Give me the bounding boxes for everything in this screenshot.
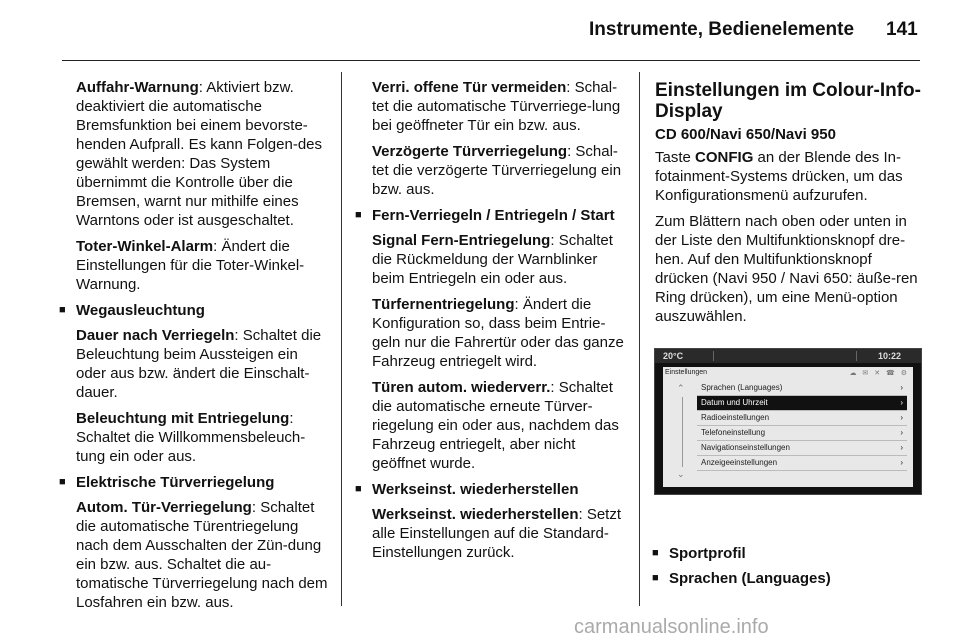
bullet-wegausleuchtung: ■ Wegausleuchtung — [62, 301, 328, 320]
bullet-sprachen: ■ Sprachen (Languages) — [655, 569, 921, 588]
bullet-fern: ■ Fern-Verriegeln / Entriegeln / Start — [358, 206, 624, 225]
paragraph-wiederverr: Türen autom. wiederverr.: Schaltet die automatische erneute Türver-riegelung ein oder aus, nachdem das Fahrzeug entriegelt, aber nicht geöffnet wurde. — [372, 379, 619, 472]
chevron-right-icon: › — [900, 398, 903, 407]
chevron-right-icon: › — [900, 383, 903, 392]
chevron-down-icon: ⌄ — [677, 469, 685, 479]
column-3-bullets — [655, 544, 921, 594]
paragraph-autom-verriegelung: Autom. Tür-Verriegelung: Schaltet die automatische Türentriegelung nach dem Ausschalten der Zün-dung ein bzw. aus. Schaltet die au-tomatische Türverriegelung nach dem Losfahren ein bzw. aus. — [76, 499, 328, 611]
chevron-right-icon: › — [900, 428, 903, 437]
column-1 — [62, 78, 328, 619]
page-number: 141 — [886, 19, 918, 40]
chevron-right-icon: › — [900, 443, 903, 452]
screen-status-bar — [655, 349, 921, 363]
page-title: Instrumente, Bedienelemente — [589, 19, 855, 40]
paragraph-toter-winkel: Toter-Winkel-Alarm: Ändert die Einstellungen für die Toter-Winkel-Warnung. — [76, 238, 305, 293]
column-divider-1 — [341, 72, 342, 606]
paragraph-auffahr: Auffahr-Warnung: Aktiviert bzw. deaktiviert die automatische Bremsfunktion bei einem bevorste-henden Aufprall. Es kann Folgen-des gewählt werden: Das System übernimmt die Kontrolle über die Bremsen, warnt nur mithilfe eines Warntons oder ist ausgeschaltet. — [76, 79, 322, 229]
section-subheading: CD 600/Navi 650/Navi 950 — [655, 126, 836, 143]
bullet-sportprofil: ■ Sportprofil — [655, 544, 921, 563]
menu-item-telefon[interactable]: Telefoneinstellung › — [697, 426, 907, 441]
scroll-track — [682, 397, 683, 467]
bullet-tuerverriegelung: ■ Elektrische Türverriegelung — [62, 473, 328, 492]
status-icons: ☁ ✉ ✕ ☎ ⚙ — [849, 370, 909, 377]
screen-clock: 10:22 — [877, 351, 901, 361]
section-heading: Einstellungen im Colour-Info-Display — [655, 80, 921, 122]
paragraph-signal: Signal Fern-Entriegelung: Schaltet die Rückmeldung der Warnblinker beim Entriegeln ein oder aus. — [372, 232, 613, 287]
status-separator — [856, 351, 857, 361]
config-key: CONFIG — [695, 149, 754, 166]
chevron-up-icon: ⌃ — [677, 383, 685, 393]
paragraph-beleuchtung: Beleuchtung mit Entriegelung: Schaltet die Willkommensbeleuch-tung ein oder aus. — [76, 410, 306, 465]
chevron-right-icon: › — [900, 413, 903, 422]
watermark: carmanualsonline.info — [574, 616, 769, 638]
paragraph-verzoegert: Verzögerte Türverriegelung: Schal-tet die verzögerte Türverriegelung ein bzw. aus. — [372, 143, 622, 198]
paragraph-offene-tuer: Verri. offene Tür vermeiden: Schal-tet die automatische Türverriege-lung bei geöffneter Tür ein bzw. aus. — [372, 79, 621, 134]
screen-menu-list — [697, 381, 907, 471]
menu-item-radio[interactable]: Radioeinstellungen › — [697, 411, 907, 426]
screen-menu-title: Einstellungen — [665, 369, 708, 376]
chevron-right-icon: › — [900, 458, 903, 467]
screen-temperature: 20°C — [663, 351, 684, 361]
screen-menu-panel — [663, 367, 913, 487]
bullet-werkseinst: ■ Werkseinst. wiederherstellen — [358, 480, 624, 499]
menu-item-anzeige[interactable]: Anzeigeeinstellungen › — [697, 456, 907, 471]
menu-item-navigation[interactable]: Navigationseinstellungen › — [697, 441, 907, 456]
menu-item-sprachen[interactable]: Sprachen (Languages) › — [697, 381, 907, 396]
menu-item-datum-uhrzeit[interactable]: Datum und Uhrzeit › — [697, 396, 907, 411]
header-rule — [62, 60, 920, 61]
column-3 — [655, 80, 921, 333]
status-separator — [713, 351, 714, 361]
page-header — [0, 0, 960, 52]
paragraph-blaettern: Zum Blättern nach oben oder unten in der Liste den Multifunktionsknopf dre-hen. Auf den Multifunktionsknopf drücken (Navi 950 / Navi 650: äuße-ren Ring drücken), um eine Menü-option auszuwählen. — [655, 213, 918, 325]
column-divider-2 — [639, 72, 640, 606]
paragraph-tuerfern: Türfernentriegelung: Ändert die Konfiguration so, dass beim Entrie-geln nur die Fahrertür oder das ganze Fahrzeug entriegelt wird. — [372, 296, 624, 370]
paragraph-config: Taste CONFIG an der Blende des In-fotainment-Systems drücken, um das Konfigurationsmenü aufzurufen. — [655, 149, 903, 204]
paragraph-werkseinst: Werkseinst. wiederherstellen: Setzt alle Einstellungen auf die Standard-Einstellungen zurück. — [372, 506, 622, 561]
column-2 — [358, 78, 624, 569]
paragraph-dauer: Dauer nach Verriegeln: Schaltet die Beleuchtung beim Aussteigen ein oder aus bzw. ändert die Einschalt-dauer. — [76, 327, 322, 401]
settings-screen-image — [654, 348, 922, 495]
